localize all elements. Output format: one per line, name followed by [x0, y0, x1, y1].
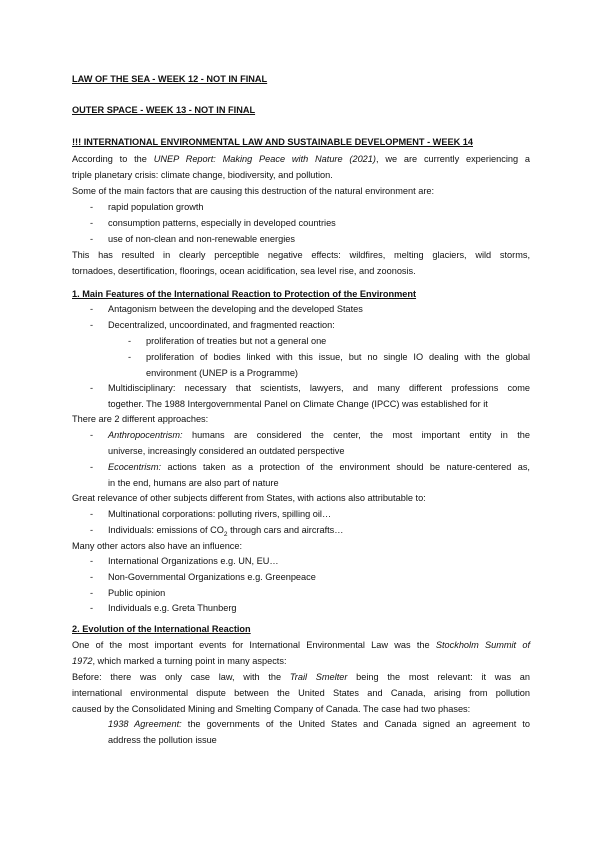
approaches-intro: There are 2 different approaches:	[72, 414, 209, 424]
effects-paragraph-line1: This has resulted in clearly perceptible negative effects: wildfires, melting glaciers, wild storms,	[72, 250, 530, 260]
bullet-dash: -	[90, 588, 94, 598]
factors-intro: Some of the main factors that are causing this destruction of the natural environment are:	[72, 186, 435, 196]
bullet-dash: -	[90, 383, 94, 393]
list-item: Multidisciplinary: necessary that scientists, lawyers, and many different professions come	[108, 383, 530, 393]
list-item: Individuals e.g. Greta Thunberg	[108, 603, 237, 613]
bullet-dash: -	[90, 304, 94, 314]
list-item-cont: in the end, humans are also part of nature	[108, 478, 279, 488]
stockholm-paragraph-line1: One of the most important events for International Environmental Law was the Stockholm Summit of	[72, 640, 530, 650]
before-paragraph-line3: caused by the Consolidated Mining and Smelting Company of Canada. The case had two phases:	[72, 704, 471, 714]
effects-paragraph-line2: tornadoes, desertification, floorings, ocean acidification, sea level rise, and zoonosis.	[72, 266, 416, 276]
heading-outer-space: OUTER SPACE - WEEK 13 - NOT IN FINAL	[72, 105, 256, 115]
section2-heading: 2. Evolution of the International Reaction	[72, 624, 251, 634]
stockholm-summit: Stockholm Summit of	[435, 640, 530, 650]
bullet-dash: -	[90, 525, 94, 535]
list-item: Antagonism between the developing and the developed States	[108, 304, 363, 314]
sub-list-item-cont: environment (UNEP is a Programme)	[146, 368, 298, 378]
agreement-line1: 1938 Agreement: the governments of the United States and Canada signed an agreement to	[108, 719, 530, 729]
bullet-dash: -	[90, 572, 94, 582]
before-paragraph-line1: Before: there was only case law, with the Trail Smelter being the most relevant: it was an	[72, 672, 531, 682]
anthropocentrism-term: Anthropocentrism:	[108, 430, 183, 440]
list-item-cont: universe, increasingly considered an outdated perspective	[108, 446, 345, 456]
bullet-dash: -	[90, 462, 94, 472]
bullet-dash: -	[90, 234, 94, 244]
bullet-dash: -	[90, 509, 94, 519]
ecocentrism-term: Ecocentrism:	[108, 462, 162, 472]
list-item: Non-Governmental Organizations e.g. Greenpeace	[108, 572, 316, 582]
bullet-dash: -	[90, 202, 94, 212]
actors-intro: Many other actors also have an influence:	[72, 541, 243, 551]
unep-report-title: UNEP Report: Making Peace with Nature (2021)	[153, 154, 376, 164]
heading-iel: !!! INTERNATIONAL ENVIRONMENTAL LAW AND SUSTAINABLE DEVELOPMENT - WEEK 14	[72, 137, 474, 147]
list-item: Public opinion	[108, 588, 166, 598]
intro-paragraph-line1: According to the UNEP Report: Making Peace with Nature (2021), we are currently experiencing a	[72, 154, 530, 164]
bullet-dash: -	[90, 218, 94, 228]
relevance-intro: Great relevance of other subjects different from States, with actions also attributable to:	[72, 493, 426, 503]
sub-list-item: proliferation of treaties but not a general one	[146, 336, 327, 346]
sub-bullet-dash: -	[128, 336, 132, 346]
agreement-term: 1938 Agreement:	[108, 719, 182, 729]
list-item: Decentralized, uncoordinated, and fragmented reaction:	[108, 320, 335, 330]
bullet-dash: -	[90, 430, 94, 440]
heading-law-of-the-sea: LAW OF THE SEA - WEEK 12 - NOT IN FINAL	[72, 74, 268, 84]
list-item: Ecocentrism: actions taken as a protection of the environment should be nature-centered as,	[108, 462, 530, 472]
list-item: Anthropocentrism: humans are considered the center, the most important entity in the	[108, 430, 530, 440]
list-item: use of non-clean and non-renewable energies	[108, 234, 295, 244]
list-item: Individuals: emissions of $CO_2$ through cars and aircrafts…	[108, 525, 344, 538]
section1-heading: 1. Main Features of the International Reaction to Protection of the Environment	[72, 289, 417, 299]
list-item: rapid population growth	[108, 202, 204, 212]
before-paragraph-line2: international environmental dispute between the United States and Canada, arising from pollution	[72, 688, 530, 698]
list-item: International Organizations e.g. UN, EU…	[108, 556, 279, 566]
bullet-dash: -	[90, 603, 94, 613]
list-item-cont: together. The 1988 Intergovernmental Panel on Climate Change (IPCC) was established for it	[108, 399, 488, 409]
sub-list-item: proliferation of bodies linked with this issue, but no single IO dealing with the global	[146, 352, 530, 362]
trail-smelter-case: Trail Smelter	[289, 672, 348, 682]
agreement-line2: address the pollution issue	[108, 735, 217, 745]
list-item: consumption patterns, especially in developed countries	[108, 218, 336, 228]
stockholm-paragraph-line2: 1972, which marked a turning point in many aspects:	[72, 656, 287, 666]
list-item: Multinational corporations: polluting rivers, spilling oil…	[108, 509, 332, 519]
intro-paragraph-line2: triple planetary crisis: climate change, biodiversity, and pollution.	[72, 170, 333, 180]
sub-bullet-dash: -	[128, 352, 132, 362]
bullet-dash: -	[90, 320, 94, 330]
bullet-dash: -	[90, 556, 94, 566]
